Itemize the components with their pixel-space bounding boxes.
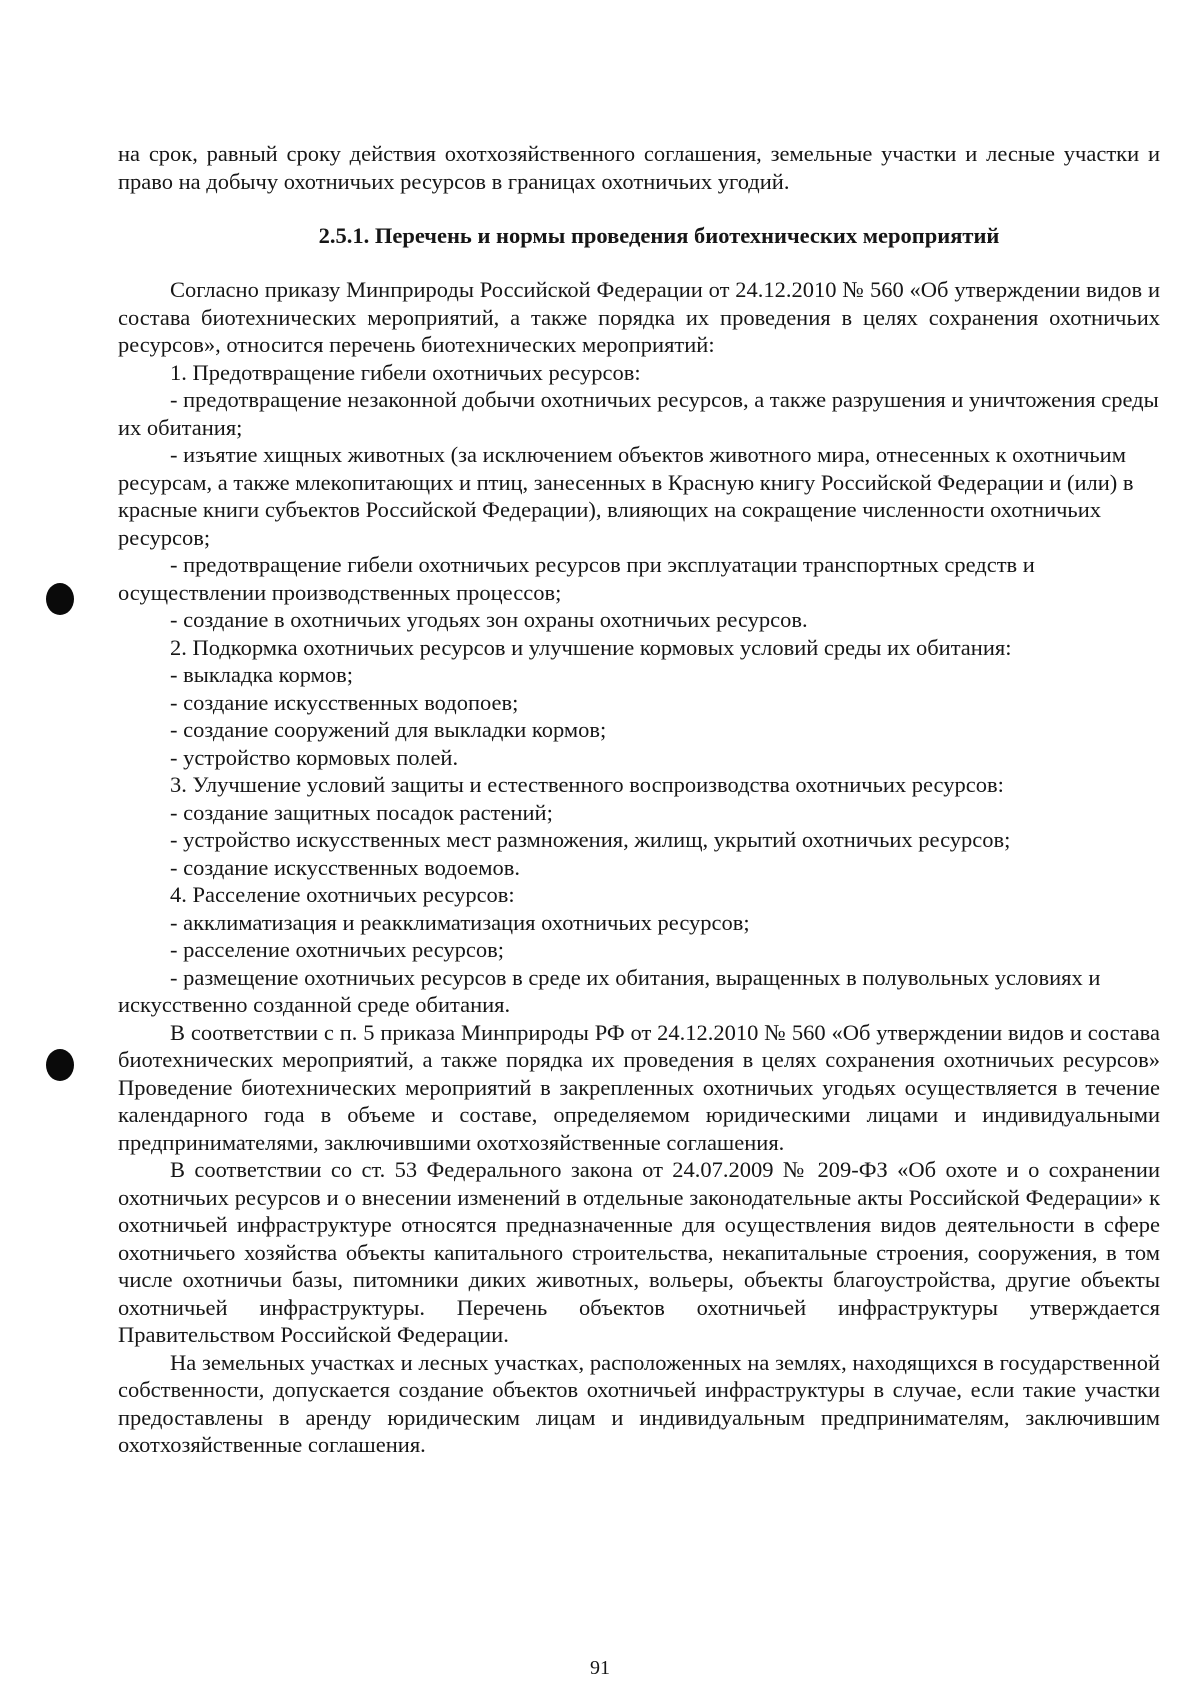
list-line: - создание искусственных водоемов.: [170, 854, 520, 880]
lead-paragraph: Согласно приказу Минприроды Российской Федерации от 24.12.2010 № 560 «Об утверждении видов и состава биотехнических мероприятий, а также порядка их проведения в целях сохранения охотничьих ресурсов», относится перечень биотехнических мероприятий:: [118, 277, 1160, 357]
body-paragraph: На земельных участках и лесных участках, расположенных на землях, находящихся в государственной собственности, допускается создание объектов охотничьей инфраструктуры в случае, если такие участки предоставлены в аренду юридическим лицам и индивидуальным предпринимателям, заключившим охотхозяйственные соглашения.: [118, 1349, 1160, 1457]
list-line: - создание искусственных водопоев;: [170, 689, 519, 715]
intro-paragraph: на срок, равный сроку действия охотхозяйственного соглашения, земельные участки и лесные участки и право на добычу охотничьих ресурсов в границах охотничьих угодий.: [118, 141, 1160, 194]
list-line: - размещение охотничьих ресурсов в среде их обитания, выращенных в полувольных условиях и искусственно созданной среде обитания.: [118, 964, 1101, 1017]
list-line: - предотвращение гибели охотничьих ресурсов при эксплуатации транспортных средств и осуществлении производственных процессов;: [118, 552, 1035, 605]
list-line: - создание сооружений для выкладки кормов;: [170, 717, 607, 742]
section-title: 2.5.1. Перечень и нормы проведения биотехнических мероприятий: [318, 223, 1000, 248]
list-line: 1. Предотвращение гибели охотничьих ресурсов:: [170, 359, 641, 385]
list-line: - выкладка кормов;: [170, 662, 353, 687]
punch-hole-mark: [46, 1049, 74, 1081]
body-paragraph: В соответствии со ст. 53 Федерального закона от 24.07.2009 № 209-ФЗ «Об охоте и о сохранении охотничьих ресурсов и о внесении изменений в отдельные законодательные акты Российской Федерации» к охотничьей инфраструктуре относятся предназначенные для осуществления видов деятельности в сфере охотничьего хозяйства объекты капитального строительства, некапитальные строения, сооружения, в том числе охотничьи базы, питомники диких животных, вольеры, объекты благоустройства, другие объекты охотничьей инфраструктуры. Перечень объектов охотничьей инфраструктуры утверждается Правительством Российской Федерации.: [118, 1157, 1160, 1347]
list-line: 2. Подкормка охотничьих ресурсов и улучшение кормовых условий среды их обитания:: [170, 634, 1012, 660]
document-page: [118, 140, 1160, 1459]
list-line: - предотвращение незаконной добычи охотничьих ресурсов, а также разрушения и уничтожения среды их обитания;: [118, 387, 1159, 440]
punch-hole-mark: [46, 583, 74, 615]
list-line: - акклиматизация и реакклиматизация охотничьих ресурсов;: [170, 909, 750, 935]
list-line: - создание в охотничьих угодьях зон охраны охотничьих ресурсов.: [170, 607, 808, 632]
list-line: - изъятие хищных животных (за исключением объектов животного мира, отнесенных к охотничьим ресурсам, а также млекопитающих и птиц, занесенных в Красную книгу Российской Федерации и (или) в красные книги субъектов Российской Федерации), влияющих на сокращение численности охотничьих ресурсов;: [118, 442, 1134, 550]
list-line: - расселение охотничьих ресурсов;: [170, 937, 505, 962]
body-paragraph: В соответствии с п. 5 приказа Минприроды РФ от 24.12.2010 № 560 «Об утверждении видов и состава биотехнических мероприятий, а также порядка их проведения в целях сохранения охотничьих ресурсов» Проведение биотехнических мероприятий в закрепленных охотничьих угодьях осуществляется в течение календарного года в объеме и составе, определяемом юридическими лицами и индивидуальными предпринимателями, заключившими охотхозяйственные соглашения.: [118, 1019, 1160, 1155]
list-line: 4. Расселение охотничьих ресурсов:: [170, 882, 515, 907]
page-number: 91: [590, 1657, 610, 1679]
list-line: - устройство искусственных мест размножения, жилищ, укрытий охотничьих ресурсов;: [170, 827, 1011, 852]
list-line: - устройство кормовых полей.: [170, 744, 459, 770]
list-line: 3. Улучшение условий защиты и естественного воспроизводства охотничьих ресурсов:: [170, 772, 1004, 797]
list-line: - создание защитных посадок растений;: [170, 799, 553, 825]
